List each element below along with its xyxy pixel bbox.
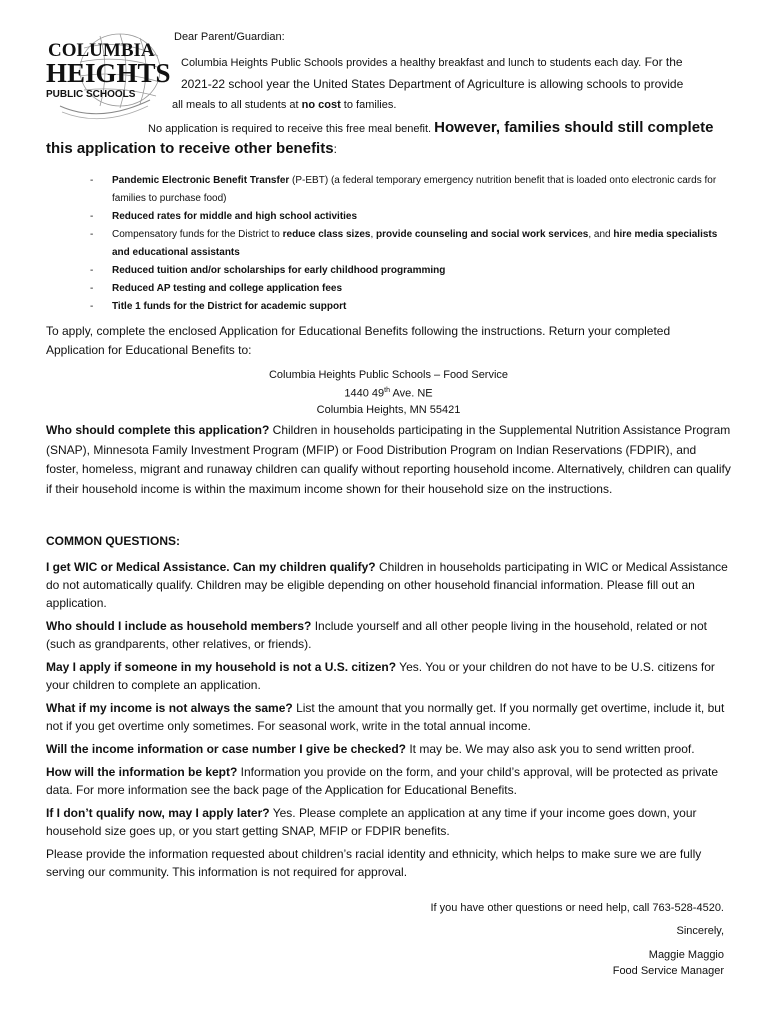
address-line3: Columbia Heights, MN 55421 [316,403,461,416]
help-line: If you have other questions or need help, call 763-528-4520. [430,902,724,914]
intro-no-cost: no cost [301,99,341,111]
faq-item: May I apply if someone in my household is not a U.S. citizen? Yes. You or your children do not have to be U.S. citizens for your children to complete an application. [46,660,715,692]
address-line1: Columbia Heights Public Schools – Food Service [268,369,509,381]
no-app-emphasis: However, families should still complete this application to receive other benefits [46,119,714,157]
no-application-paragraph [46,118,736,159]
who-question: Who should complete this application? [46,423,270,437]
racial-ethnicity-note: Please provide the information requested about children’s racial identity and ethnicity, which helps to make sure we are fully serving our community. This information is not required for approval. [46,847,702,879]
who-should-apply [46,421,731,499]
who-answer: Children in households participating in the Supplemental Nutrition Assistance Program (SNAP), Minnesota Family Investment Program (MFIP) or Food Distribution Program on Indian Reservations (FDPIR), and foster, homeless, migrant and runaway children can qualify without reporting household income. Alternatively, children can qualify if their household income is within the maximum income shown for their household size on the instructions. [46,423,731,496]
list-item: - Reduced rates for middle and high school activities [46,208,736,226]
mailing-address [46,367,731,418]
list-item: - Reduced tuition and/or scholarships for early childhood programming [46,262,736,280]
benefits-list [46,172,736,316]
logo-line1: COLUMBIA [48,40,155,61]
school-logo [40,28,171,123]
list-item: - Title 1 funds for the District for academic support [46,298,736,316]
logo-line2: HEIGHTS [46,58,171,88]
intro-line2: 2021-22 school year the United States Department of Agriculture is allowing schools to provide [181,77,684,91]
sincerely: Sincerely, [676,925,724,937]
no-app-text: No application is required to receive this free meal benefit. [148,123,435,135]
faq-item: If I don’t qualify now, may I apply later? Yes. Please complete an application at any time if your income goes down, your household size goes up, or you start getting SNAP, MFIP or FDPIR benefits. [46,806,697,838]
intro-line1b: For the [641,55,683,69]
faq-item: How will the information be kept? Information you provide on the form, and your child’s approval, will be protected as private data. For more information see the back page of the Application for Educational Benefits. [46,765,719,797]
greeting: Dear Parent/Guardian: [174,31,285,43]
faq-item: Who should I include as household members? Include yourself and all other people living in the household, related or not (such as grandparents, other relatives, or friends). [46,619,707,651]
intro-line3c: to families. [340,99,397,111]
signer-title: Food Service Manager [612,965,724,977]
intro-line1: Columbia Heights Public Schools provides a healthy breakfast and lunch to students each day. [181,57,642,69]
apply-instructions: To apply, complete the enclosed Application for Educational Benefits following the instructions. Return your completed Application for Educational Benefits to: [46,324,671,357]
intro-paragraph [172,52,732,116]
faq-item: Will the income information or case number I give be checked? It may be. We may also ask you to send written proof. [46,742,695,756]
list-item: - Pandemic Electronic Benefit Transfer (P-EBT) (a federal temporary emergency nutrition benefit that is loaded onto electronic cards for families to purchase food) [46,172,736,208]
list-item: - Reduced AP testing and college application fees [46,280,736,298]
logo-line3: PUBLIC SCHOOLS [46,89,136,100]
signer-name: Maggie Maggio [648,949,724,961]
no-app-colon: : [333,142,337,156]
intro-line3a: all meals to all students at [172,99,302,111]
list-item: - Compensatory funds for the District to reduce class sizes, provide counseling and social work services, and hire media specialists and educational assistants [46,226,736,262]
common-questions-heading: COMMON QUESTIONS: [46,534,180,548]
faq-item: I get WIC or Medical Assistance. Can my children qualify? Children in households participating in WIC or Medical Assistance do not automatically qualify. Children may be eligible depending on other household financial information. Please fill out an application. [46,560,728,610]
faq-section [46,558,731,886]
address-line2: 1440 49th Ave. NE [344,387,433,400]
faq-item: What if my income is not always the same? List the amount that you normally get. If you normally get overtime, include it, but not if you get overtime only sometimes. For seasonal work, write in the total annual income. [46,701,725,733]
